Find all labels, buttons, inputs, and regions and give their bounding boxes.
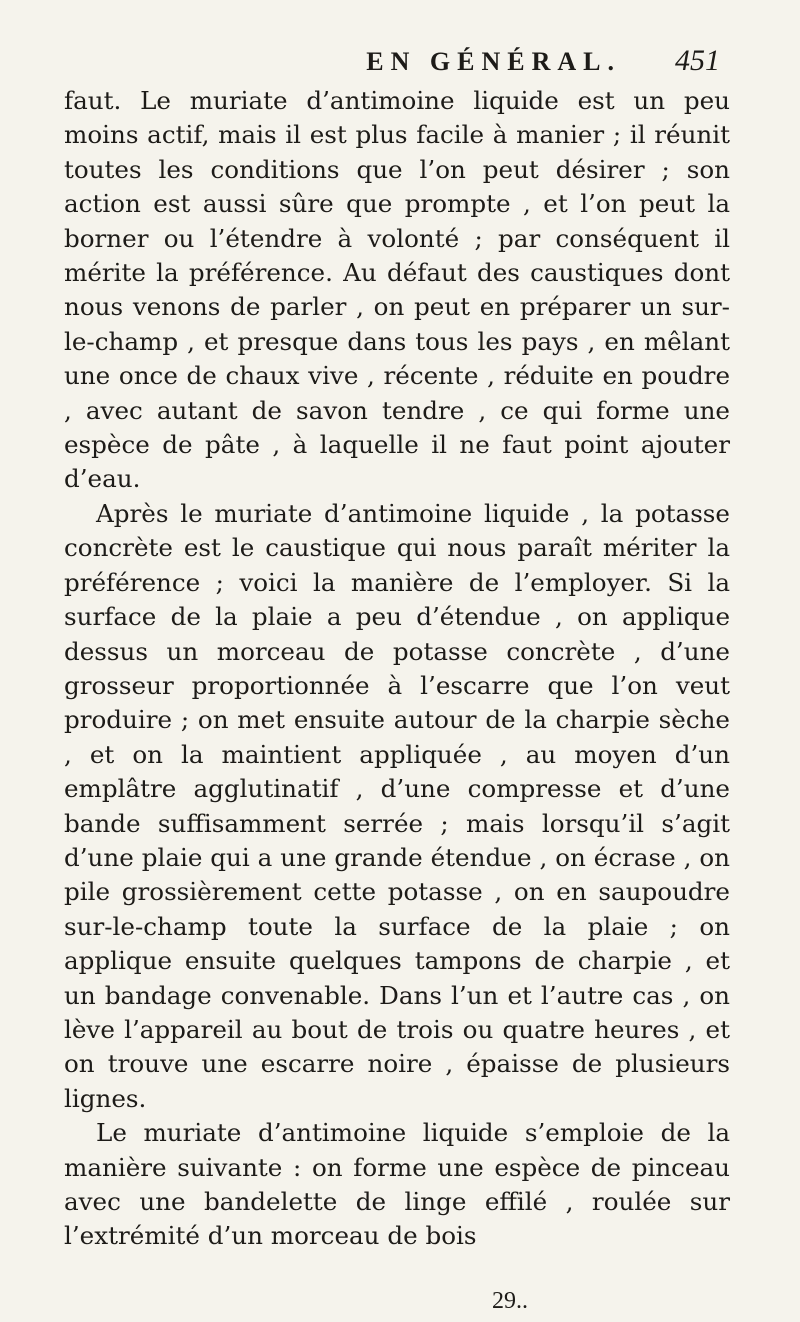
paragraph-potasse: Après le muriate d’antimoine liquide , la potasse concrète est le caustique qui nous paraît mériter la préférence ; voici la manière de l’employer. Si la surface de la plaie a peu d’étendue , on applique dessus un morceau de potasse concrète , d’une grosseur proportionnée à l’escarre que l’on veut produire ; on met ensuite autour de la charpie sèche , et on la maintient appliquée , au moyen d’un emplâtre agglutinatif , d’une compresse et d’une bande suffisamment serrée ; mais lorsqu’il s’agit d’une plaie qui a une grande étendue , on écrase , on pile grossièrement cette potasse , on en saupoudre sur-le-champ toute la surface de la plaie ; on applique ensuite quelques tampons de charpie , et un bandage convenable. Dans l’un et l’autre cas , on lève l’appareil au bout de trois ou quatre heures , et on trouve une escarre noire , épaisse de plusieurs lignes. (64, 498, 730, 1113)
signature-mark: 29.. (492, 1288, 528, 1314)
running-head (64, 44, 730, 80)
page-number: 451 (675, 44, 720, 77)
running-title: EN GÉNÉRAL. (366, 47, 621, 76)
body-text (64, 84, 730, 1254)
paragraph-muriate: Le muriate d’antimoine liquide s’emploie de la manière suivante : on forme une espèce de pinceau avec une bandelette de linge effilé , roulée sur l’extrémité d’un morceau de bois (64, 1118, 730, 1251)
paragraph-continuation: faut. Le muriate d’antimoine liquide est un peu moins actif, mais il est plus facile à manier ; il réunit toutes les conditions que l’on peut désirer ; son action est aussi sûre que prompte , et l’on peut la borner ou l’étendre à volonté ; par conséquent il mérite la préférence. Au défaut des caustiques dont nous venons de parler , on peut en préparer un sur-le-champ , et presque dans tous les pays , en mêlant une once de chaux vive , récente , réduite en poudre , avec autant de savon tendre , ce qui forme une espèce de pâte , à laquelle il ne faut point ajouter d’eau. (64, 86, 730, 494)
